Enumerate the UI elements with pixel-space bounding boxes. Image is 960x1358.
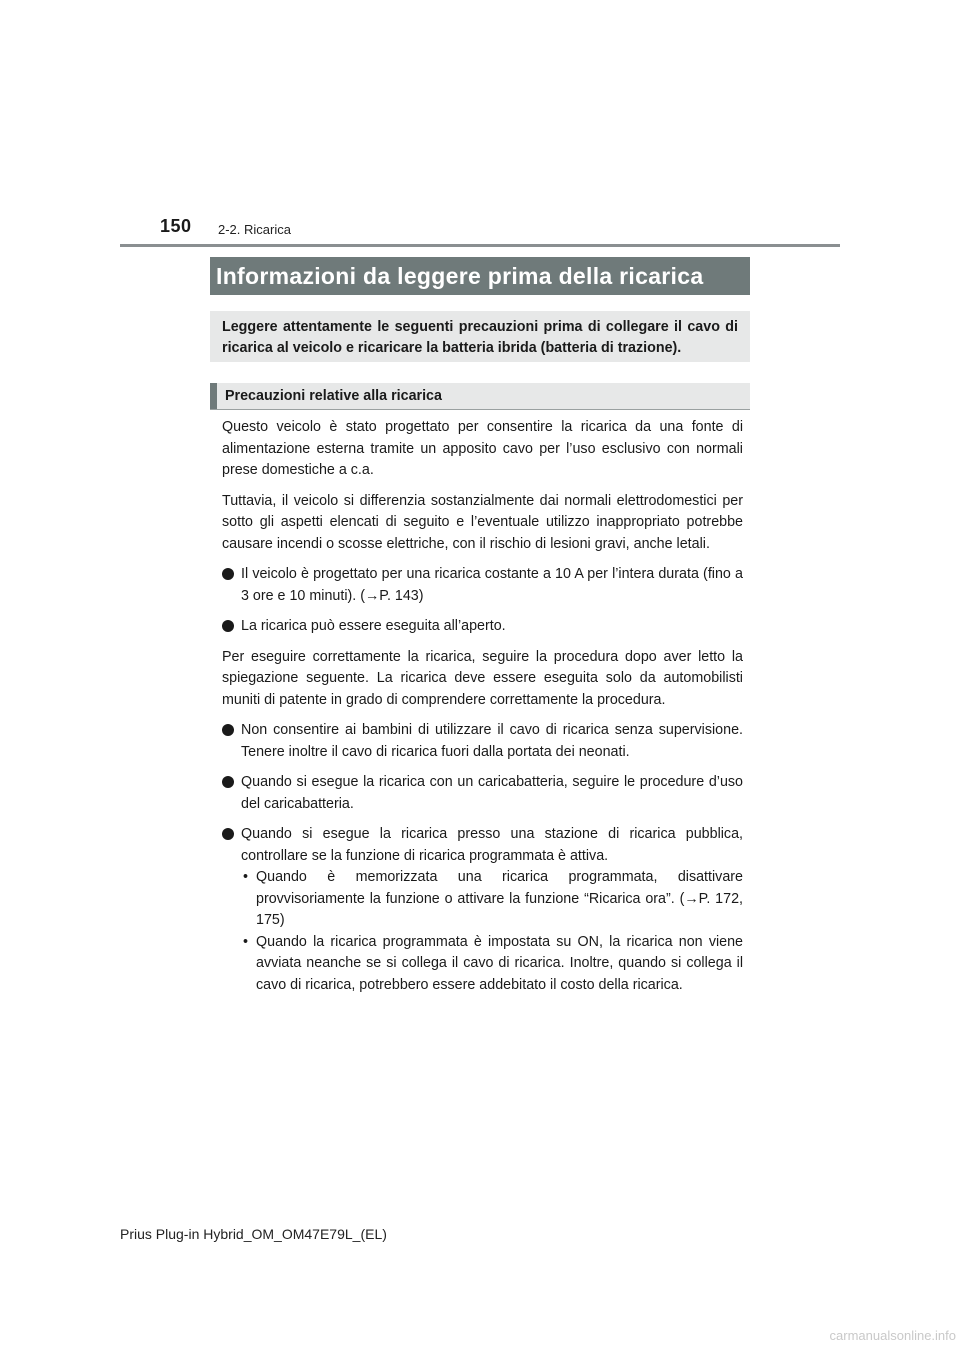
bullet-text: Non consentire ai bambini di utilizzare il cavo di ricarica senza supervisione. Tenere inoltre il cavo di ricarica fuori dalla portata dei neonati. xyxy=(241,722,743,760)
sub-bullet-marker: • xyxy=(243,869,249,885)
header-rule xyxy=(120,244,840,247)
bullet-item xyxy=(222,772,743,815)
intro-box: Leggere attentamente le seguenti precauzioni prima di collegare il cavo di ricarica al veicolo e ricaricare la batteria ibrida (batteria di trazione). xyxy=(210,311,750,362)
bullet-dot-icon xyxy=(222,620,234,632)
subheading: Precauzioni relative alla ricarica xyxy=(210,383,750,410)
watermark: carmanualsonline.info xyxy=(829,1328,956,1343)
bullet-item xyxy=(222,824,743,867)
sub-bullet-text: Quando è memorizzata una ricarica programmata, disattivare provvisoriamente la funzione o attivare la funzione “Ricarica ora”. (→P. 172, 175) xyxy=(256,869,743,928)
bullet-item xyxy=(222,616,743,638)
bullet-text: Quando si esegue la ricarica presso una stazione di ricarica pubblica, controllare se la funzione di ricarica programmata è attiva. xyxy=(241,826,743,864)
page-title: Informazioni da leggere prima della ricarica xyxy=(210,257,750,295)
bullet-item xyxy=(222,564,743,607)
bullet-dot-icon xyxy=(222,568,234,580)
bullet-dot-icon xyxy=(222,724,234,736)
page-number: 150 xyxy=(160,216,192,236)
section-label: 2-2. Ricarica xyxy=(218,222,291,237)
paragraph: Tuttavia, il veicolo si differenzia sostanzialmente dai normali elettrodomestici per sotto gli aspetti elencati di seguito e l’eventuale utilizzo inappropriato potrebbe causare incendi o scosse elettriche, con il rischio di lesioni gravi, anche letali. xyxy=(222,492,743,552)
bullet-dot-icon xyxy=(222,828,234,840)
footer-doc-id: Prius Plug-in Hybrid_OM_OM47E79L_(EL) xyxy=(120,1226,387,1242)
paragraph: Per eseguire correttamente la ricarica, seguire la procedura dopo aver letto la spiegazione seguente. La ricarica deve essere eseguita solo da automobilisti muniti di patente in grado di comprendere correttamente la procedura. xyxy=(222,648,743,708)
bullet-text: Il veicolo è progettato per una ricarica costante a 10 A per l’intera durata (fino a 3 ore e 10 minuti). (→P. 143) xyxy=(241,566,743,604)
paragraph: Questo veicolo è stato progettato per consentire la ricarica da una fonte di alimentazione esterna tramite un apposito cavo per l’uso esclusivo con normali prese domestiche a c.a. xyxy=(222,419,743,478)
body-text xyxy=(222,417,743,996)
bullet-text: La ricarica può essere eseguita all’aperto. xyxy=(241,618,506,634)
sub-bullet-item xyxy=(241,867,743,932)
bullet-text: Quando si esegue la ricarica con un caricabatteria, seguire le procedure d’uso del caricabatteria. xyxy=(241,774,743,812)
bullet-dot-icon xyxy=(222,776,234,788)
bullet-item xyxy=(222,720,743,763)
sub-bullet-marker: • xyxy=(243,933,249,950)
sub-bullet-item xyxy=(241,932,743,997)
subheading-rule xyxy=(210,409,750,410)
sub-bullet-text: Quando la ricarica programmata è impostata su ON, la ricarica non viene avviata neanche se si collega il cavo di ricarica. Inoltre, quando si collega il cavo di ricarica, potrebbero essere addebitato il costo della ricarica. xyxy=(256,933,743,993)
